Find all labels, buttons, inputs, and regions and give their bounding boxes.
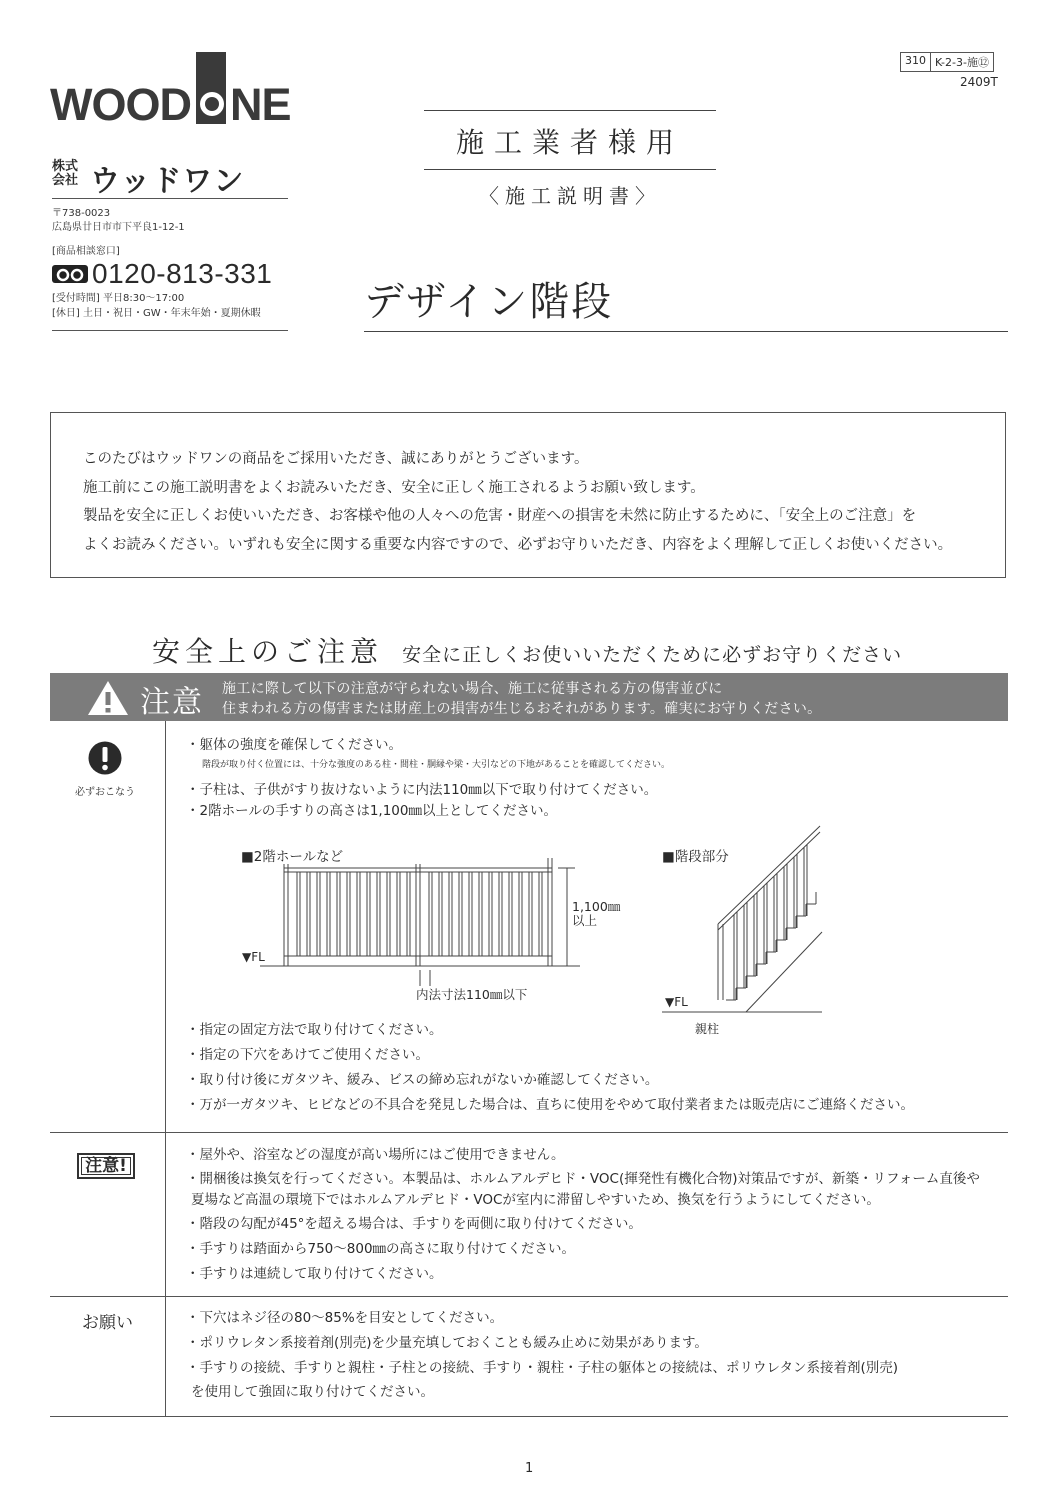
instruction-item: ・2階ホールの手すりの高さは1,100㎜以上としてください。 — [186, 803, 557, 819]
instruction-item: ・万が一ガタツキ、ヒビなどの不具合を発見した場合は、直ちに使用をやめて取付業者または販売店にご連絡ください。 — [186, 1097, 915, 1113]
row-divider — [50, 1296, 1008, 1297]
safety-heading — [152, 630, 902, 670]
caution-banner — [50, 673, 1008, 721]
intro-line: このたびはウッドワンの商品をご採用いただき、誠にありがとうございます。 — [83, 451, 589, 467]
document-code — [900, 52, 994, 72]
must-do-label: 必ずおこなう — [75, 787, 135, 798]
exclamation-circle-icon — [88, 741, 122, 775]
service-hours — [52, 291, 261, 321]
document-title-block — [424, 110, 716, 209]
product-title: デザイン階段 — [364, 270, 1008, 332]
doc-number: 310 — [905, 54, 926, 67]
divider — [52, 330, 288, 331]
attention-item: ・屋外や、浴室などの湿度が高い場所にはご使用できません。 — [186, 1147, 565, 1163]
attention-item: ・手すりは連続して取り付けてください。 — [186, 1266, 443, 1282]
holidays-text: [休日] 土日・祝日・GW・年末年始・夏期休暇 — [52, 308, 261, 319]
attention-item: ・開梱後は換気を行ってください。本製品は、ホルムアルデヒド・VOC(揮発性有機化合物)対策品ですが、新築・リフォーム直後や — [186, 1171, 980, 1187]
hours-text: [受付時間] 平日8:30〜17:00 — [52, 293, 185, 304]
address-block — [52, 207, 185, 235]
handrail-line — [718, 826, 820, 924]
intro-line: 製品を安全に正しくお使いいただき、お客様や他の人々への危害・財産への損害を未然に防止するために、「安全上のご注意」を — [83, 508, 917, 524]
baluster-gap-label: 内法寸法110㎜以下 — [416, 987, 528, 1002]
free-dial-icon — [52, 264, 88, 284]
newel-post-label: 親柱 — [695, 1022, 720, 1036]
diagram-title: ■階段部分 — [662, 849, 729, 865]
safety-title: 安全上のご注意 — [152, 635, 384, 668]
audience-title: 施工業者様用 — [455, 126, 684, 159]
page-number: 1 — [525, 1461, 534, 1476]
company-name — [52, 158, 288, 199]
stair-railing-diagram — [660, 822, 830, 1017]
company-name-text: ウッドワン — [90, 164, 245, 199]
intro-line: よくお読みください。いずれも安全に関する重要な内容ですので、必ずお守りいただき、内容をよく理解して正しくお使いください。 — [83, 536, 953, 553]
instruction-note: 階段が取り付く位置には、十分な強度のある柱・間柱・胴縁や梁・大引などの下地があることを確認してください。 — [202, 760, 671, 770]
row-divider — [50, 1132, 1008, 1133]
request-item: ・手すりの接続、手すりと親柱・子柱との接続、手すり・親柱・子柱の躯体との接続は、ポリウレタン系接着剤(別売) — [186, 1360, 898, 1376]
caution-description — [222, 679, 821, 719]
caution-desc-line: 住まわれる方の傷害または財産上の損害が生じるおそれがあります。確実にお守りください。 — [222, 701, 822, 717]
instruction-item: ・子柱は、子供がすり抜けないように内法110㎜以下で取り付けてください。 — [186, 782, 658, 798]
attention-item: 夏場など高温の環境下ではホルムアルデヒド・VOCが室内に滞留しやすいため、換気を行うようにしてください。 — [191, 1192, 880, 1208]
attention-item: ・階段の勾配が45°を超える場合は、手すりを両側に取り付けてください。 — [186, 1216, 642, 1232]
attention-stamp: 注意! — [77, 1153, 135, 1179]
postal-code: 〒738-0023 — [52, 208, 111, 219]
handrail-line — [718, 832, 820, 930]
intro-box — [50, 412, 1006, 578]
height-value: 1,100㎜ — [572, 899, 621, 914]
safety-subtitle: 安全に正しくお使いいただくために必ずお守りください — [402, 644, 903, 666]
request-item: ・下穴はネジ径の80〜85%を目安としてください。 — [186, 1310, 504, 1326]
address: 広島県廿日市市下平良1-12-1 — [52, 222, 185, 233]
column-divider — [165, 721, 166, 1416]
intro-line: 施工前にこの施工説明書をよくお読みいただき、安全に正しく施工されるようお願い致します。 — [83, 479, 705, 496]
height-label — [572, 900, 620, 928]
warning-triangle-icon — [86, 679, 130, 717]
floor-level-label: ▼FL — [242, 950, 265, 964]
instruction-item: ・指定の下穴をあけてご使用ください。 — [186, 1047, 429, 1063]
instruction-item: ・取り付け後にガタツキ、緩み、ビスの締め忘れがないか確認してください。 — [186, 1072, 659, 1088]
woodone-logo — [50, 52, 290, 127]
doc-version: 2409T — [960, 75, 998, 89]
svg-text:WOOD: WOOD — [50, 79, 191, 127]
phone-number[interactable]: 0120-813-331 — [92, 258, 273, 289]
doc-type-title: 〈施工説明書〉 — [479, 184, 661, 208]
request-item: を使用して強固に取り付けてください。 — [191, 1384, 434, 1400]
svg-text:NE: NE — [230, 79, 290, 127]
floor-level-label: ▼FL — [665, 995, 688, 1009]
row-divider — [50, 1416, 1008, 1417]
request-label: お願い — [82, 1313, 133, 1333]
phone-block — [52, 258, 272, 290]
company-prefix: 株式会社 — [52, 159, 79, 188]
caution-label: 注意 — [140, 685, 204, 720]
request-item: ・ポリウレタン系接着剤(別売)を少量充填しておくことも緩み止めに効果があります。 — [186, 1335, 708, 1351]
caution-desc-line: 施工に際して以下の注意が守られない場合、施工に従事される方の傷害並びに — [222, 681, 723, 697]
doc-code: K-2-3-施⑫ — [930, 53, 993, 71]
attention-item: ・手すりは踏面から750〜800㎜の高さに取り付けてください。 — [186, 1241, 576, 1257]
height-qualifier: 以上 — [572, 913, 598, 928]
instruction-item: ・指定の固定方法で取り付けてください。 — [186, 1022, 443, 1038]
consult-label: [商品相談窓口] — [52, 246, 120, 257]
instruction-item: ・躯体の強度を確保してください。 — [186, 737, 402, 753]
diagram-title: ■2階ホールなど — [241, 849, 344, 865]
